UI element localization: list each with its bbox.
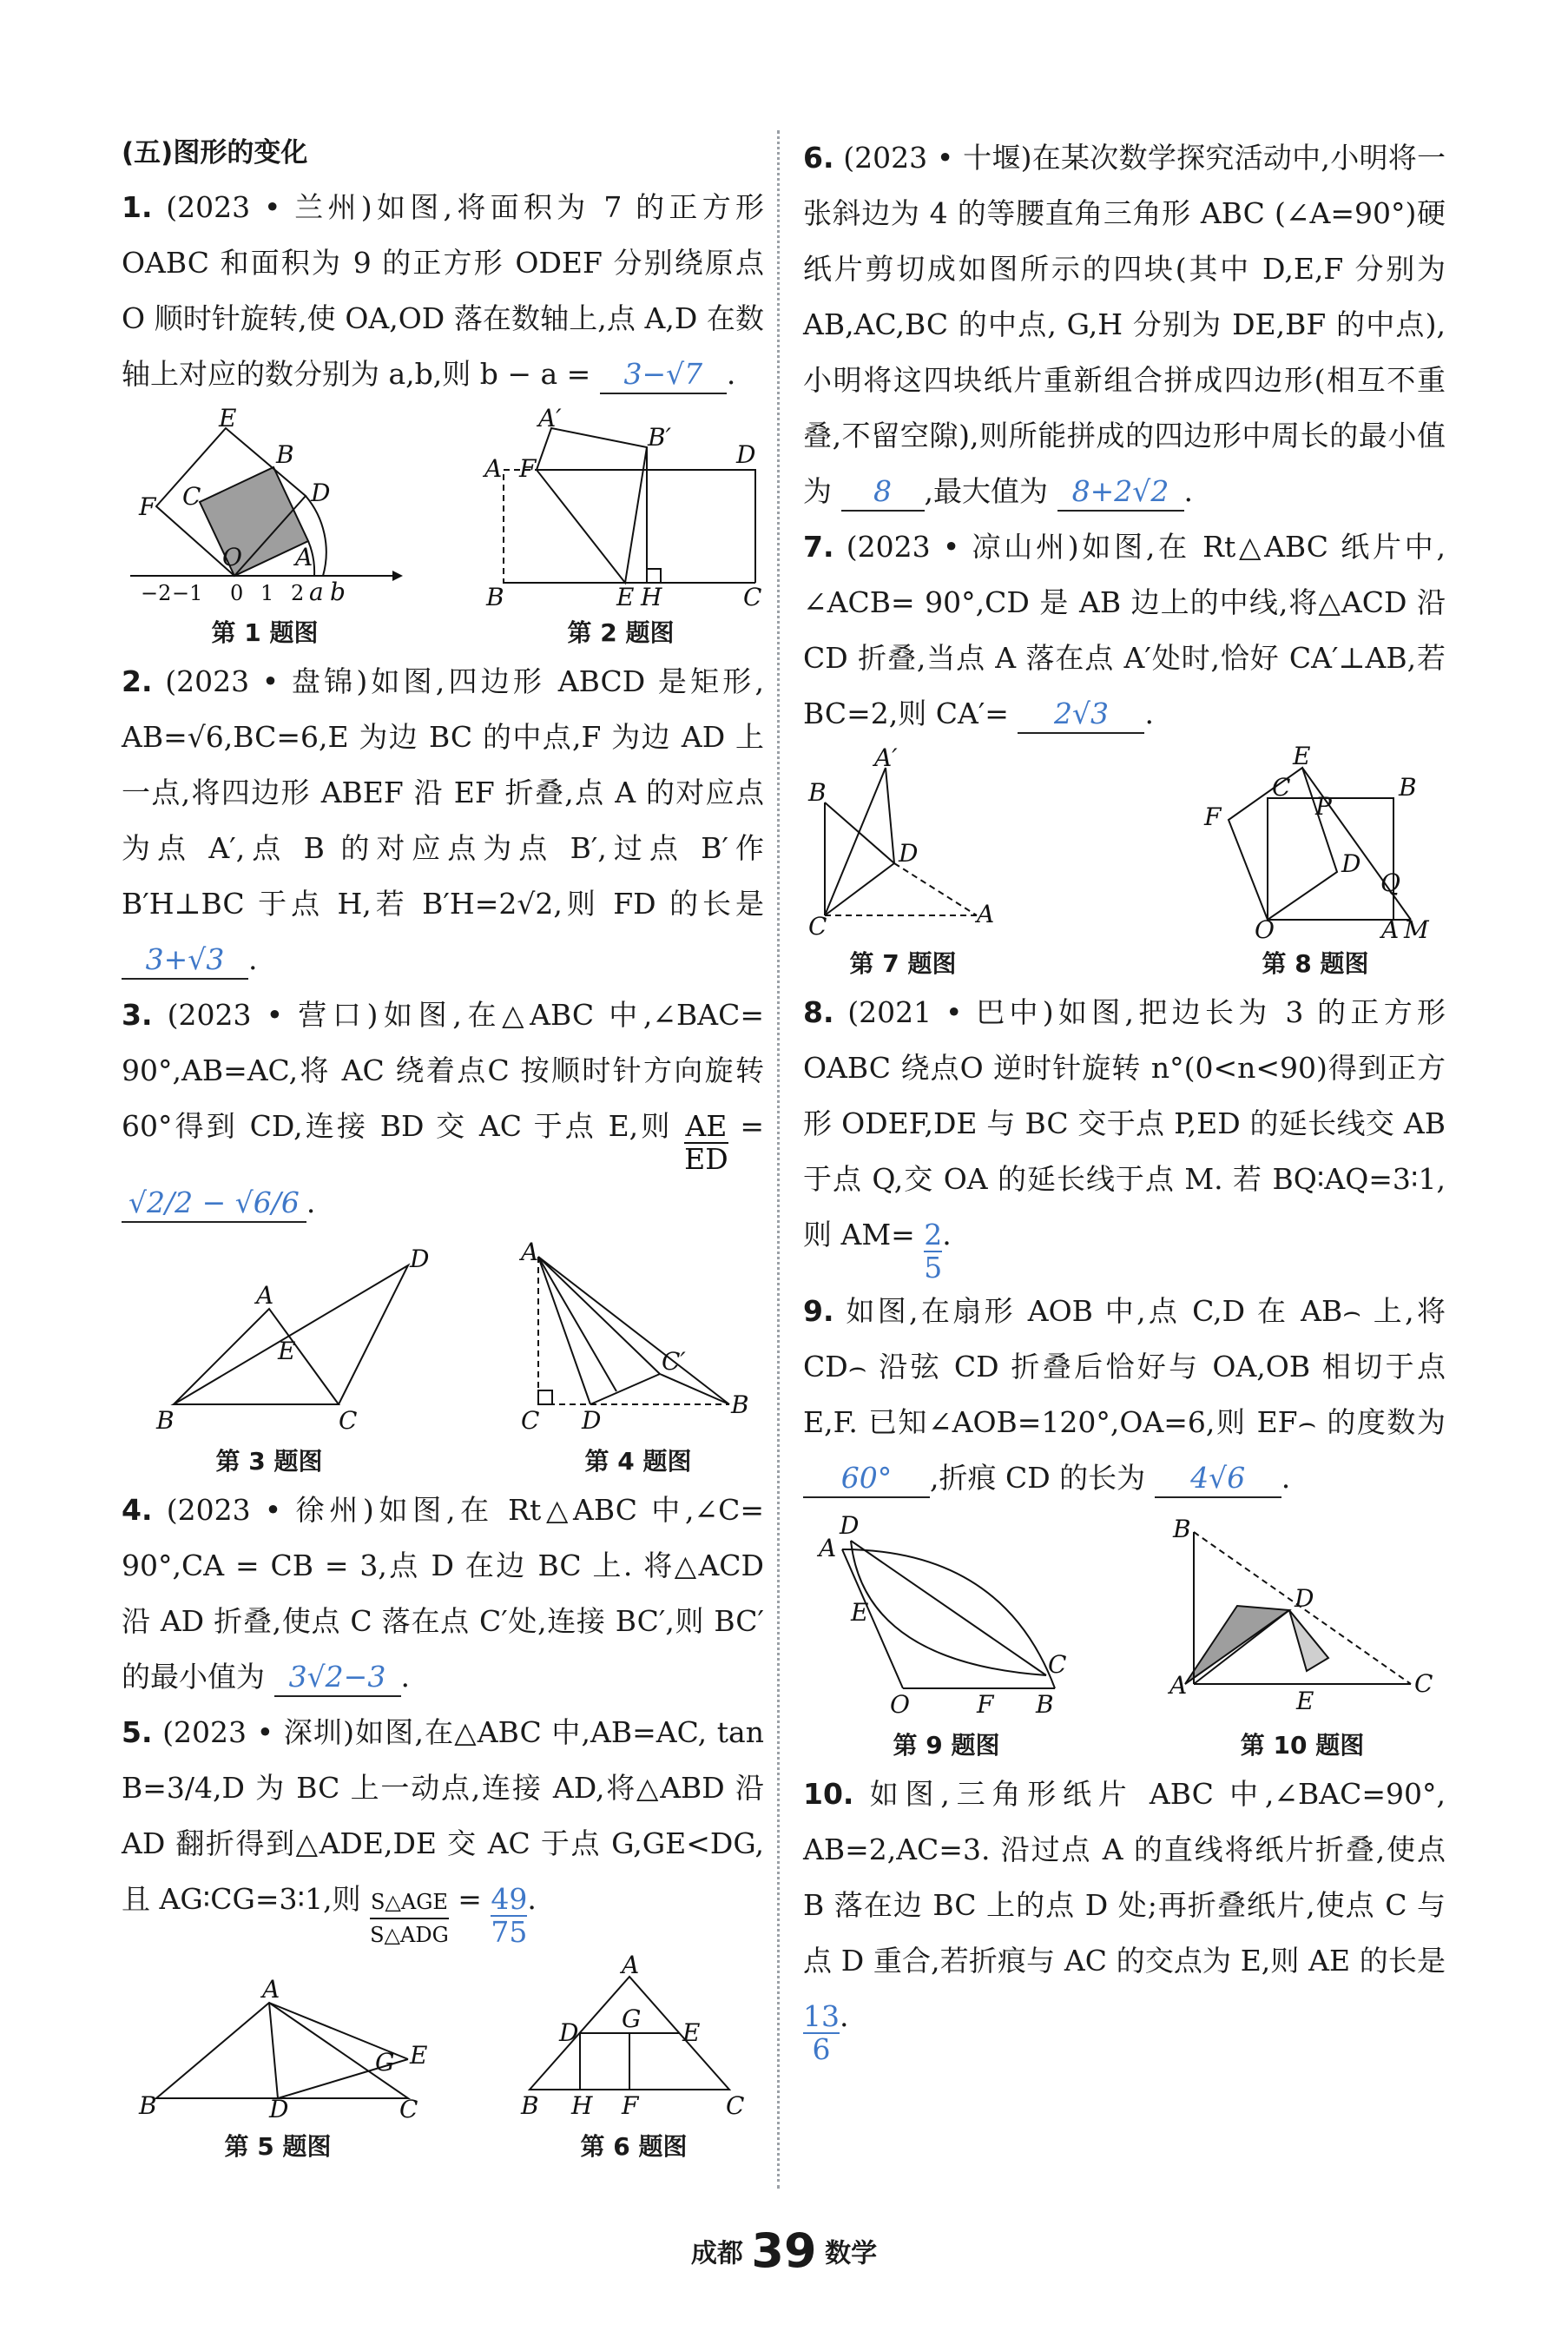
svg-text:C: C <box>521 1406 540 1435</box>
svg-text:F: F <box>139 492 156 521</box>
svg-text:B: B <box>731 1390 749 1419</box>
problem-text: 如图,三角形纸片 ABC 中,∠BAC=90°, AB=2,AC=3. 沿过点 A 的直线将纸片折叠,使点 B 落在边 BC 上的点 D 处;再折叠纸片,使点 C 与点 D 重合,若折痕与 AC 的交点为 E,则 AE 的长是 <box>803 1777 1446 1978</box>
svg-text:D: D <box>269 2095 289 2123</box>
problem-5: 5. (2023 • 深圳)如图,在△ABC 中,AB=AC, tan B=3/4,D 为 BC 上一动点,连接 AD,将△ABD 沿 AD 翻折得到△ADE,DE 交 AC 于点 G,GE<DG,且 AG∶CG=3∶1,则 $\frac{\text{S△AGE}}{\text{S△ADG}}$ = $\frac{49}{75}$ . <box>122 1715 764 1949</box>
problem-text: (2021 • 巴中)如图,把边长为 3 的正方形 OABC 绕点O 逆时针旋转 n°(0<n<90)得到正方形 ODEF,DE 与 BC 交于点 P,ED 的延长线交 AB 于点 Q,交 OA 的延长线于点 M. 若 BQ∶AQ=3∶1,则 AM= <box>803 995 1446 1251</box>
problem-1: 1. (2023 • 兰州)如图,将面积为 7 的正方形 OABC 和面积为 9 的正方形 ODEF 分别绕原点 O 顺时针旋转,使 OA,OD 落在数轴上,点 A,D 在数轴上对应的数分别为 a,b,则 b − a = 3−√7 . <box>122 180 764 402</box>
svg-text:D: D <box>736 440 756 469</box>
svg-text:D: D <box>840 1511 860 1540</box>
answer-fraction: $\frac{13}{6}$ <box>803 1999 840 2066</box>
figure-caption: 第 4 题图 <box>584 1447 692 1476</box>
svg-text:E: E <box>1293 742 1311 770</box>
svg-text:A′: A′ <box>874 743 898 772</box>
svg-text:D: D <box>1341 849 1361 878</box>
figure-caption: 第 9 题图 <box>893 1731 1000 1760</box>
svg-text:P: P <box>1315 792 1332 821</box>
svg-text:1: 1 <box>260 581 274 605</box>
problem-number: 4. <box>122 1493 153 1527</box>
problem-number: 9. <box>803 1294 834 1328</box>
svg-text:D: D <box>582 1406 602 1435</box>
figure-4-diagram <box>512 1239 764 1439</box>
figure-caption: 第 6 题图 <box>580 2132 688 2161</box>
svg-text:E: E <box>1296 1687 1314 1715</box>
svg-text:A: A <box>1169 1671 1188 1700</box>
problem-10: 10. 如图,三角形纸片 ABC 中,∠BAC=90°, AB=2,AC=3. 沿过点 A 的直线将纸片折叠,使点 B 落在边 BC 上的点 D 处;再折叠纸片,使点 C 与点 D 重合,若折痕与 AC 的交点为 E,则 AE 的长是 $\frac{13}{6}$ . <box>803 1777 1446 2066</box>
figure-caption: 第 2 题图 <box>567 618 675 647</box>
problem-4: 4. (2023 • 徐州)如图,在 Rt△ABC 中,∠C= 90°,CA = CB = 3,点 D 在边 BC 上. 将△ACD 沿 AD 折叠,使点 C 落在点 C′处,连接 BC′,则 BC′的最小值为 3√2−3 . <box>122 1483 764 1705</box>
svg-text:B: B <box>521 2091 539 2120</box>
svg-text:D: D <box>899 839 919 868</box>
svg-text:C: C <box>1414 1669 1433 1698</box>
problem-text: (2023 • 兰州)如图,将面积为 7 的正方形 OABC 和面积为 9 的正方形 ODEF 分别绕原点 O 顺时针旋转,使 OA,OD 落在数轴上,点 A,D 在数轴上对应的数分别为 a,b,则 b − a = <box>122 190 764 391</box>
answer-blank-min: 8 <box>841 473 925 512</box>
figure-6 <box>504 1951 764 2163</box>
svg-text:F: F <box>622 2091 639 2120</box>
answer-fraction: $\frac{2}{5}$ <box>924 1218 943 1284</box>
figure-caption: 第 10 题图 <box>1240 1731 1365 1760</box>
svg-text:C: C <box>743 583 762 611</box>
svg-text:A: A <box>295 543 313 571</box>
svg-text:D: D <box>1295 1584 1314 1613</box>
svg-text:−2: −2 <box>141 581 172 605</box>
figure-caption: 第 5 题图 <box>224 2132 332 2161</box>
figure-2 <box>478 404 764 649</box>
figure-row-9-10 <box>803 1511 1446 1761</box>
problem-number: 2. <box>122 664 153 698</box>
right-column <box>803 130 1446 2065</box>
figure-row-5-6 <box>122 1951 764 2163</box>
figure-8 <box>1185 742 1446 980</box>
svg-text:A′: A′ <box>538 404 562 433</box>
figure-1-diagram <box>122 404 408 611</box>
answer-blank-max: 8+2√2 <box>1057 473 1184 512</box>
column-divider <box>777 130 780 2189</box>
svg-text:D: D <box>311 479 331 507</box>
problem-text: (2023 • 深圳)如图,在△ABC 中,AB=AC, tan B=3/4,D 为 BC 上一动点,连接 AD,将△ABD 沿 AD 翻折得到△ADE,DE 交 AC 于点 G,GE<DG,且 AG∶CG=3∶1,则 <box>122 1715 764 1916</box>
svg-text:A: A <box>521 1238 539 1266</box>
svg-text:B: B <box>1399 773 1417 802</box>
figure-10 <box>1159 1515 1446 1761</box>
figure-2-diagram <box>478 404 764 611</box>
figure-8-diagram <box>1185 742 1446 944</box>
svg-text:E: E <box>616 583 635 611</box>
svg-text:A: A <box>977 900 995 928</box>
problem-2: 2. (2023 • 盘锦)如图,四边形 ABCD 是矩形, AB=√6,BC=6,E 为边 BC 的中点,F 为边 AD 上一点,将四边形 ABEF 沿 EF 折叠,点 A 的对应点为点 A′,点 B 的对应点为点 B′,过点 B′作 B′H⊥BC 于点 H,若 B′H=2√2,则 FD 的长是 3+√3 . <box>122 654 764 987</box>
svg-text:D: D <box>410 1245 430 1273</box>
problem-text: 如图,在扇形 AOB 中,点 C,D 在 AB⌢ 上,将 CD⌢ 沿弦 CD 折叠后恰好与 OA,OB 相切于点 E,F. 已知∠AOB=120°,OA=6,则 EF⌢ 的度数为 <box>803 1294 1446 1439</box>
figure-7 <box>803 743 1003 980</box>
answer-blank: 3√2−3 <box>274 1659 401 1697</box>
figure-5-diagram <box>122 1977 434 2124</box>
svg-text:C: C <box>1272 773 1291 802</box>
problem-8: 8. (2021 • 巴中)如图,把边长为 3 的正方形 OABC 绕点O 逆时针旋转 n°(0<n<90)得到正方形 ODEF,DE 与 BC 交于点 P,ED 的延长线交 AB 于点 Q,交 OA 的延长线于点 M. 若 BQ∶AQ=3∶1,则 AM= $\frac{2}{5}$ . <box>803 995 1446 1284</box>
svg-text:b: b <box>330 578 346 606</box>
figure-7-diagram <box>803 743 1003 941</box>
problem-text: (2023 • 十堰)在某次数学探究活动中,小明将一张斜边为 4 的等腰直角三角形 ABC (∠A=90°)硬纸片剪切成如图所示的四块(其中 D,E,F 分别为 AB,AC,BC 的中点, G,H 分别为 DE,BF 的中点),小明将这四块纸片重新组合拼成四边形(相互不重叠,不留空隙),则所能拼成的四边形中周长的最小值为 <box>803 141 1446 508</box>
figure-caption: 第 7 题图 <box>849 949 957 978</box>
svg-text:Q: Q <box>1380 868 1400 897</box>
figure-caption: 第 3 题图 <box>215 1447 323 1476</box>
svg-text:B: B <box>276 440 294 469</box>
svg-text:E: E <box>219 404 237 433</box>
answer-blank: 3−√7 <box>600 356 727 394</box>
page-footer <box>0 2223 1568 2278</box>
svg-text:−1: −1 <box>172 581 203 605</box>
svg-text:F: F <box>1204 802 1222 831</box>
problem-number: 8. <box>803 995 834 1029</box>
figure-10-diagram <box>1159 1515 1446 1723</box>
problem-number: 3. <box>122 998 153 1032</box>
svg-text:C′: C′ <box>662 1347 686 1376</box>
problem-number: 5. <box>122 1715 153 1749</box>
figure-5 <box>122 1977 434 2163</box>
figure-1 <box>122 404 408 649</box>
svg-text:A: A <box>1381 915 1400 944</box>
svg-text:C: C <box>726 2091 745 2120</box>
problem-text: (2023 • 徐州)如图,在 Rt△ABC 中,∠C= 90°,CA = CB = 3,点 D 在边 BC 上. 将△ACD 沿 AD 折叠,使点 C 落在点 C′处,连接 BC′,则 BC′的最小值为 <box>122 1493 764 1694</box>
svg-text:0: 0 <box>230 581 244 605</box>
svg-text:C: C <box>808 912 827 941</box>
svg-text:E: E <box>682 2018 701 2047</box>
problem-3: 3. (2023 • 营口)如图,在△ABC 中,∠BAC= 90°,AB=AC,将 AC 绕着点C 按顺时针方向旋转 60°得到 CD,连接 BD 交 AC 于点 E,则 $\frac{AE}{ED}$ = √2/2 − √6/6 . <box>122 987 764 1231</box>
svg-text:M: M <box>1404 915 1429 944</box>
problem-text: (2023 • 凉山州)如图,在 Rt△ABC 纸片中, ∠ACB= 90°,CD 是 AB 边上的中线,将△ACD 沿 CD 折叠,当点 A 落在点 A′处时,恰好 CA′⊥AB,若 BC=2,则 CA′= <box>803 530 1446 730</box>
svg-text:B: B <box>1173 1515 1191 1543</box>
svg-text:B: B <box>808 778 827 807</box>
answer-blank: √2/2 − √6/6 <box>122 1185 306 1223</box>
svg-text:E: E <box>851 1598 869 1627</box>
svg-text:D: D <box>559 2018 579 2047</box>
answer-blank-degree: 60° <box>803 1460 930 1498</box>
svg-text:F: F <box>977 1690 994 1719</box>
svg-text:C: C <box>182 482 201 511</box>
figure-caption: 第 1 题图 <box>211 618 319 647</box>
figure-row-7-8 <box>803 742 1446 980</box>
svg-text:C: C <box>339 1406 358 1435</box>
svg-text:G: G <box>375 2048 395 2077</box>
figure-row-1-2 <box>122 404 764 649</box>
svg-text:H: H <box>641 583 662 611</box>
figure-caption: 第 8 题图 <box>1262 949 1369 978</box>
left-column <box>122 130 764 2168</box>
svg-text:A: A <box>819 1534 837 1562</box>
problem-9: 9. 如图,在扇形 AOB 中,点 C,D 在 AB⌢ 上,将 CD⌢ 沿弦 CD 折叠后恰好与 OA,OB 相切于点 E,F. 已知∠AOB=120°,OA=6,则 EF⌢ 的度数为 60° ,折痕 CD 的长为 4√6 . <box>803 1284 1446 1506</box>
answer-fraction: $\frac{49}{75}$ <box>491 1882 528 1949</box>
svg-text:B: B <box>1036 1690 1054 1719</box>
problem-text: (2023 • 营口)如图,在△ABC 中,∠BAC= 90°,AB=AC,将 AC 绕着点C 按顺时针方向旋转 60°得到 CD,连接 BD 交 AC 于点 E,则 <box>122 998 764 1143</box>
svg-text:E: E <box>278 1337 296 1365</box>
footer-subject: 数学 <box>825 2238 878 2269</box>
svg-text:A: A <box>622 1951 640 1979</box>
svg-text:C: C <box>399 2095 418 2123</box>
problem-number: 10. <box>803 1777 854 1811</box>
answer-blank-length: 4√6 <box>1155 1460 1281 1498</box>
svg-text:B: B <box>486 583 504 611</box>
svg-text:C: C <box>1048 1650 1067 1679</box>
answer-blank: 2√3 <box>1018 696 1144 734</box>
figure-6-diagram <box>504 1951 764 2124</box>
svg-text:H: H <box>571 2091 593 2120</box>
ratio-expression: $\frac{AE}{ED}$ <box>684 1109 728 1176</box>
figure-9 <box>803 1511 1090 1761</box>
page-number: 39 <box>751 2223 817 2278</box>
svg-text:B′: B′ <box>648 423 671 452</box>
svg-text:O: O <box>890 1690 910 1719</box>
svg-text:a: a <box>309 578 324 606</box>
problem-7: 7. (2023 • 凉山州)如图,在 Rt△ABC 纸片中, ∠ACB= 90°,CD 是 AB 边上的中线,将△ACD 沿 CD 折叠,当点 A 落在点 A′处时,恰好 CA′⊥AB,若 BC=2,则 CA′= 2√3 . <box>803 519 1446 742</box>
svg-text:O: O <box>1255 915 1275 944</box>
problem-6: 6. (2023 • 十堰)在某次数学探究活动中,小明将一张斜边为 4 的等腰直角三角形 ABC (∠A=90°)硬纸片剪切成如图所示的四块(其中 D,E,F 分别为 AB,AC,BC 的中点, G,H 分别为 DE,BF 的中点),小明将这四块纸片重新组合拼成四边形(相互不重叠,不留空隙),则所能拼成的四边形中周长的最小值为 8 ,最大值为 8+2√2 . <box>803 130 1446 519</box>
figure-row-3-4 <box>122 1239 764 1477</box>
figure-3 <box>122 1239 430 1477</box>
figure-4 <box>512 1239 764 1477</box>
svg-text:G: G <box>622 2004 642 2033</box>
svg-text:E: E <box>410 2041 428 2070</box>
problem-number: 6. <box>803 141 834 175</box>
problem-number: 7. <box>803 530 834 564</box>
svg-text:A: A <box>484 454 503 483</box>
svg-text:A: A <box>262 1975 280 2004</box>
svg-text:O: O <box>222 543 242 571</box>
svg-text:B: B <box>156 1406 175 1435</box>
figure-9-diagram <box>803 1511 1090 1723</box>
footer-city: 成都 <box>690 2238 743 2269</box>
problem-text: (2023 • 盘锦)如图,四边形 ABCD 是矩形, AB=√6,BC=6,E 为边 BC 的中点,F 为边 AD 上一点,将四边形 ABEF 沿 EF 折叠,点 A 的对应点为点 A′,点 B 的对应点为点 B′,过点 B′作 B′H⊥BC 于点 H,若 B′H=2√2,则 FD 的长是 <box>122 664 764 921</box>
svg-text:B: B <box>139 2091 157 2120</box>
figure-3-diagram <box>122 1239 430 1439</box>
answer-blank: 3+√3 <box>122 941 248 980</box>
area-ratio-expression: $\frac{\text{S△AGE}}{\text{S△ADG}}$ <box>370 1890 449 1947</box>
section-title: (五)图形的变化 <box>122 137 308 168</box>
svg-text:2: 2 <box>291 581 305 605</box>
svg-text:F: F <box>519 454 537 483</box>
svg-text:A: A <box>256 1281 274 1310</box>
problem-number: 1. <box>122 190 153 224</box>
